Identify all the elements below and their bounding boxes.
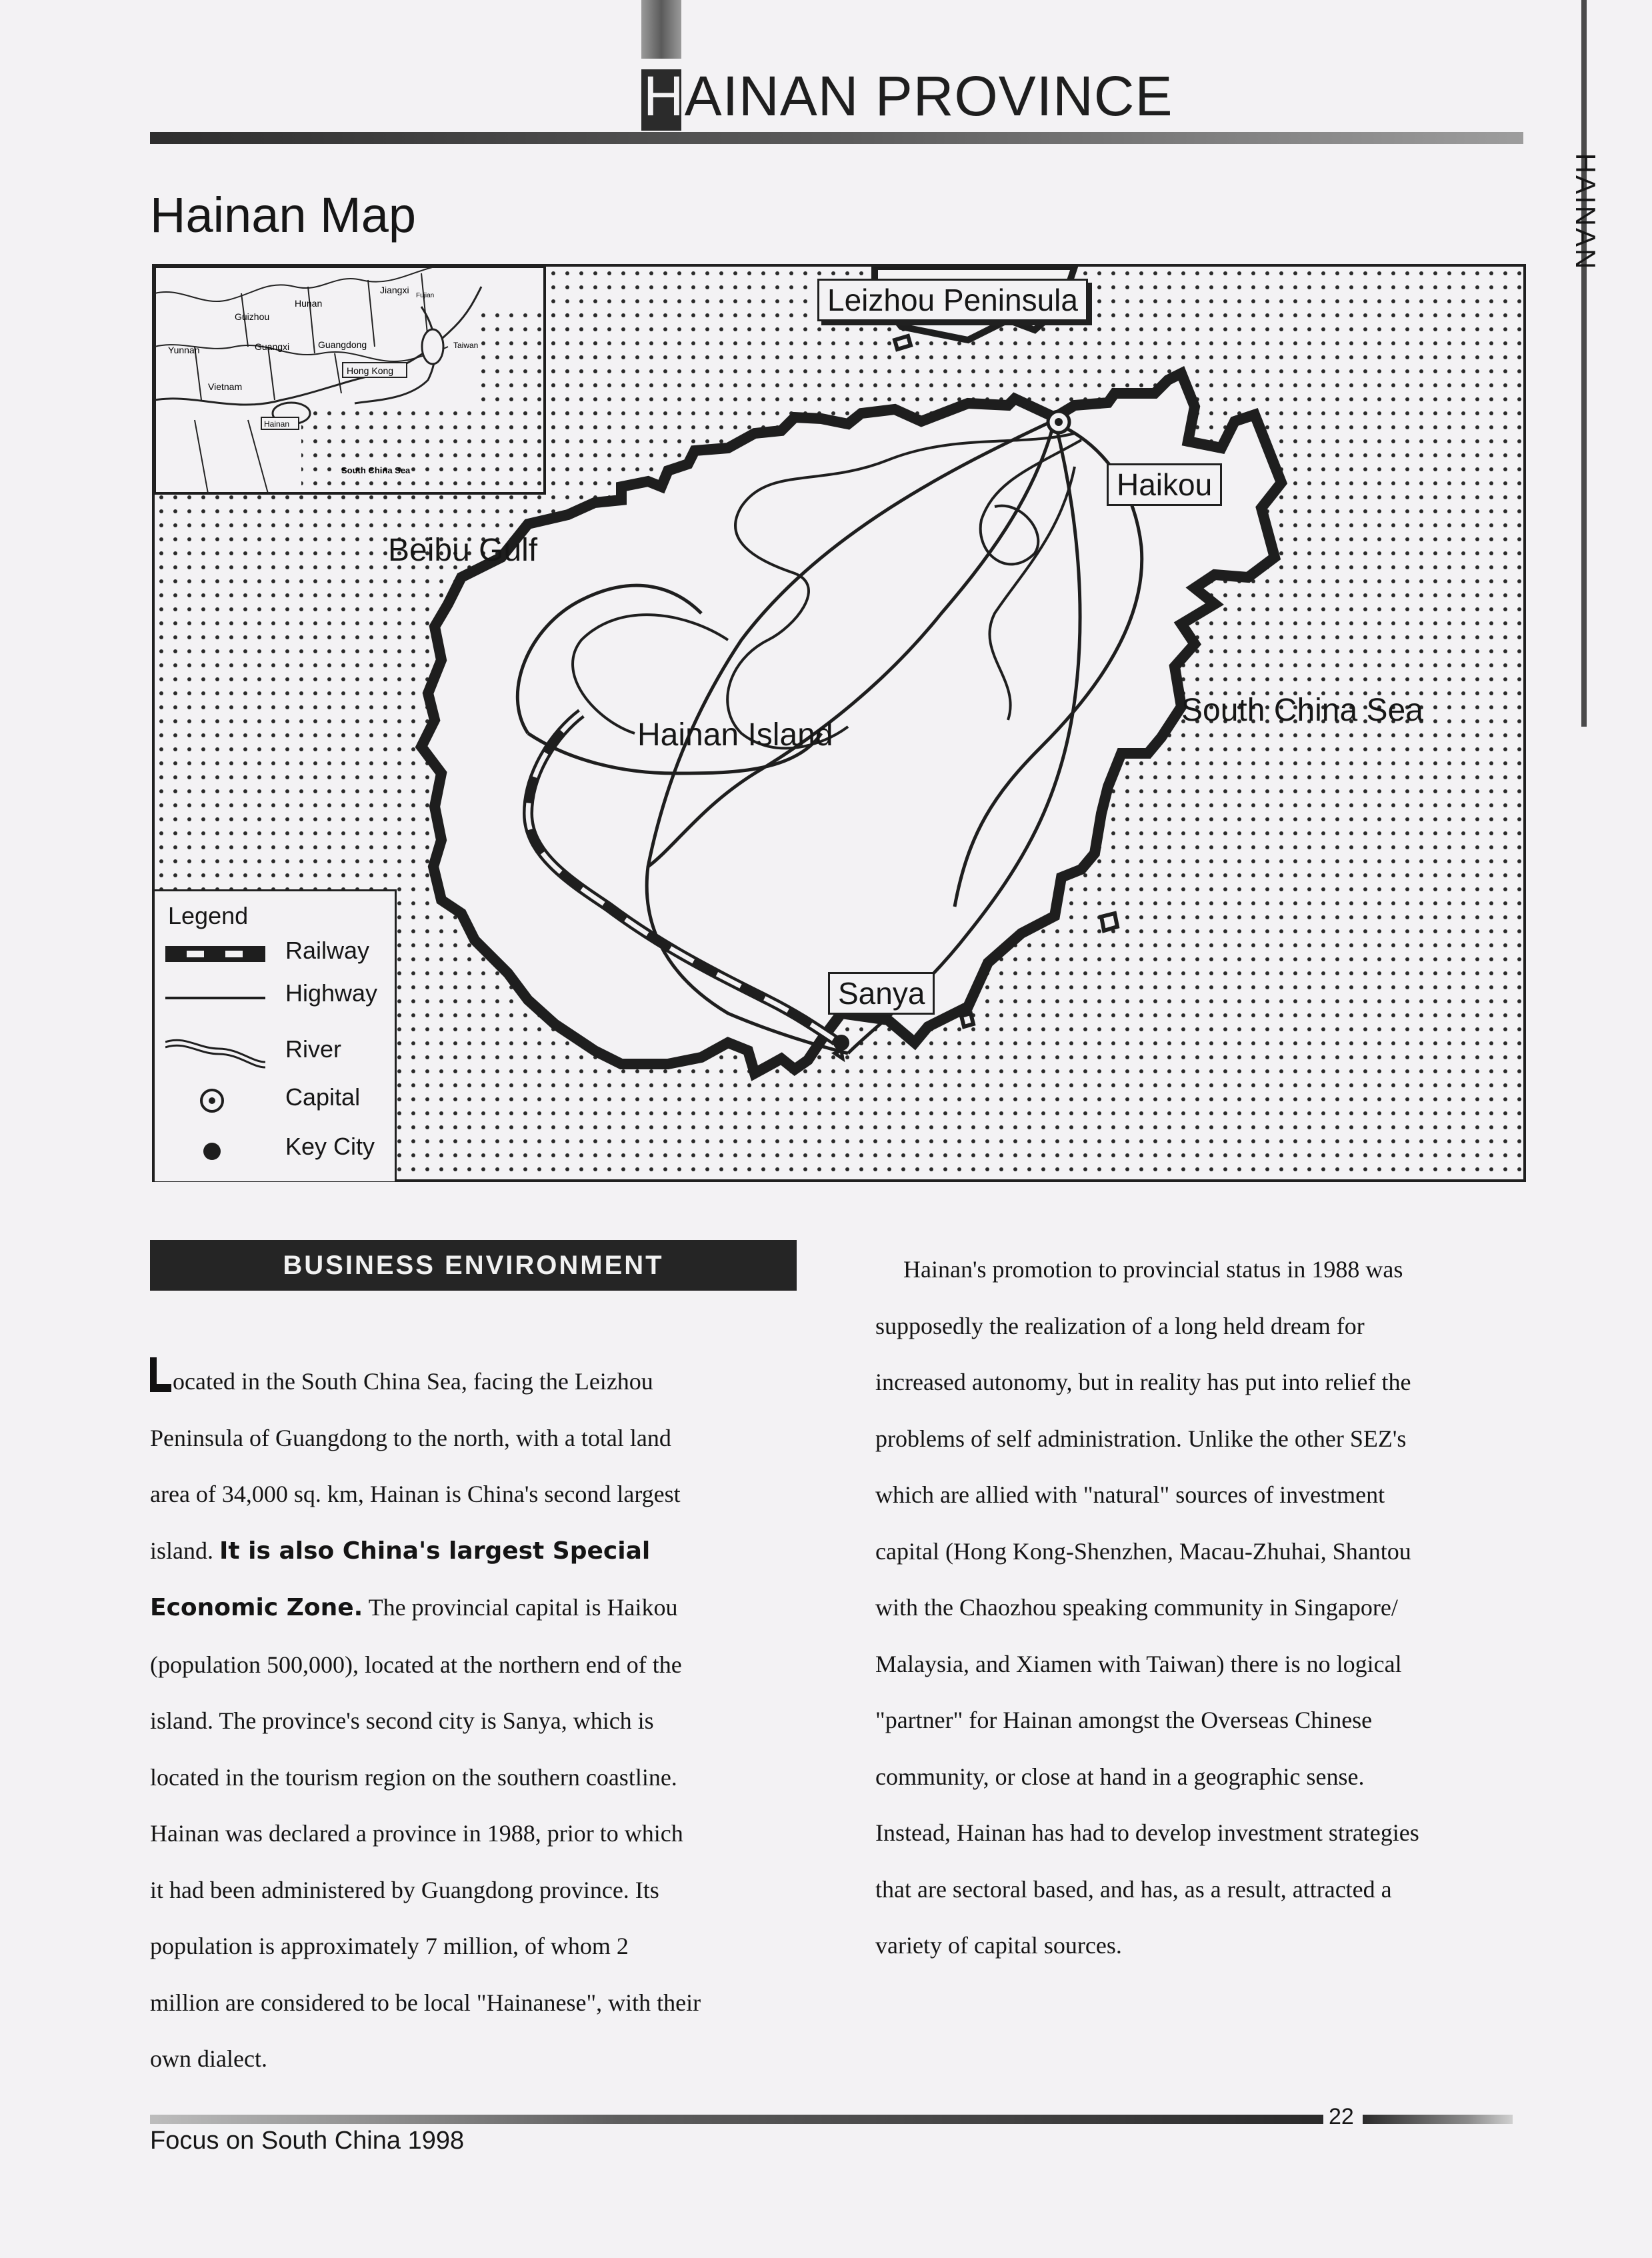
- legend-label-key-city: Key City: [285, 1133, 375, 1160]
- islet: [895, 336, 911, 349]
- inset-label-fujian-small: Fujian: [416, 292, 435, 299]
- key-city-marker: [833, 1035, 849, 1051]
- text-line: that are sectoral based, and has, as a result, attracted a: [875, 1875, 1392, 1903]
- edge-tab-line: [1581, 0, 1587, 727]
- text-line-content: ocated in the South China Sea, facing the Leizhou: [173, 1368, 653, 1395]
- text-line: Malaysia, and Xiamen with Taiwan) there is no logical: [875, 1650, 1402, 1677]
- text-line: island. The province's second city is Sanya, which is: [150, 1707, 654, 1734]
- page-title: [643, 64, 1173, 129]
- page-title-rest: AINAN PROVINCE: [684, 65, 1173, 127]
- map-legend: [155, 889, 397, 1181]
- legend-key-city: [155, 1127, 395, 1174]
- page-number: 22: [1329, 2104, 1354, 2129]
- text-line: (population 500,000), located at the northern end of the: [150, 1651, 682, 1678]
- text-line: supposedly the realization of a long held dream for: [875, 1312, 1365, 1339]
- label-leizhou-peninsula: Leizhou Peninsula: [817, 279, 1088, 321]
- legend-title: Legend: [168, 902, 249, 929]
- hainan-map: [152, 264, 1526, 1182]
- inset-label-yunnan: Yunnan: [168, 345, 200, 355]
- inset-label-scs: South China Sea: [341, 465, 411, 475]
- header-rule: [150, 132, 1523, 144]
- inset-label-guangdong: Guangdong: [318, 339, 367, 350]
- inset-label-hunan: Hunan: [295, 298, 323, 309]
- text-line: Peninsula of Guangdong to the north, with a total land: [150, 1424, 671, 1451]
- label-beibu-gulf: Beibu Gulf: [388, 533, 538, 568]
- legend-highway: [155, 974, 395, 1021]
- legend-river: [155, 1030, 395, 1077]
- text-line: increased autonomy, but in reality has put into relief the: [875, 1369, 1411, 1395]
- legend-label-highway: Highway: [285, 979, 378, 1007]
- highlight-text: Economic Zone.: [150, 1594, 363, 1621]
- text-line: population is approximately 7 million, of whom 2: [150, 1933, 629, 1959]
- text-line: it had been administered by Guangdong province. Its: [150, 1876, 659, 1903]
- legend-label-railway: Railway: [285, 937, 370, 964]
- section-heading: [150, 1240, 797, 1291]
- capital-marker-center: [1055, 418, 1063, 426]
- header-accent-bar: [641, 0, 681, 59]
- text-line: Hainan was declared a province in 1988, prior to which: [150, 1820, 683, 1847]
- text-line: Instead, Hainan has had to develop investment strategies: [875, 1819, 1419, 1846]
- label-hainan-island: Hainan Island: [637, 717, 833, 753]
- river-legend-icon: [165, 1035, 265, 1069]
- legend-capital: [155, 1078, 395, 1125]
- islet: [961, 1013, 973, 1027]
- text-line: with the Chaozhou speaking community in Singapore/: [875, 1594, 1398, 1621]
- inset-label-hainan: Hainan: [264, 419, 290, 429]
- text-line: [150, 1353, 701, 1410]
- label-sanya: Sanya: [828, 972, 935, 1015]
- right-column: [875, 1241, 1419, 1974]
- label-haikou: Haikou: [1107, 463, 1222, 506]
- inset-map: [155, 267, 601, 493]
- edge-tab-label: HAINAN: [1570, 153, 1601, 271]
- legend-railway: [155, 931, 395, 978]
- text-line: problems of self administration. Unlike the other SEZ's: [875, 1425, 1407, 1452]
- page-title-initial: H: [643, 65, 685, 127]
- text-line: capital (Hong Kong-Shenzhen, Macau-Zhuhai, Shantou: [875, 1537, 1411, 1565]
- edge-tab: [1565, 145, 1605, 279]
- text-line: located in the tourism region on the southern coastline.: [150, 1763, 677, 1791]
- text-line: area of 34,000 sq. km, Hainan is China's second largest: [150, 1481, 681, 1507]
- legend-label-capital: Capital: [285, 1083, 361, 1111]
- text-line-content: island.: [150, 1537, 213, 1564]
- inset-label-taiwan: Taiwan: [453, 341, 479, 350]
- text-line: own dialect.: [150, 2045, 267, 2072]
- inset-label-guangxi: Guangxi: [255, 341, 290, 352]
- text-line: Hainan's promotion to provincial status in 1988 was: [903, 1256, 1403, 1283]
- islet: [1101, 913, 1117, 931]
- map-title: Hainan Map: [150, 187, 417, 243]
- inset-label-jiangxi: Jiangxi: [380, 285, 409, 295]
- footer-rule-right: [1363, 2115, 1513, 2124]
- highway-legend-icon: [165, 979, 265, 1013]
- text-line: "partner" for Hainan amongst the Overseas Chinese: [875, 1707, 1373, 1733]
- key-city-legend-icon: [165, 1133, 265, 1166]
- highlight-text: It is also China's largest Special: [219, 1537, 651, 1565]
- text-line: [150, 1579, 701, 1637]
- inset-label-guizhou: Guizhou: [235, 311, 270, 322]
- text-line: variety of capital sources.: [875, 1932, 1122, 1959]
- publication-name: Focus on South China 1998: [150, 2127, 465, 2155]
- railway-legend-icon: [165, 937, 265, 970]
- text-line: which are allied with "natural" sources of investment: [875, 1481, 1385, 1508]
- text-line-content: The provincial capital is Haikou: [368, 1594, 678, 1621]
- inset-label-vietnam: Vietnam: [208, 381, 243, 392]
- dropcap-l: [150, 1357, 171, 1392]
- text-line: [150, 1523, 701, 1580]
- inset-label-hongkong: Hong Kong: [347, 365, 394, 376]
- section-heading-text: BUSINESS ENVIRONMENT: [283, 1251, 664, 1280]
- label-south-china-sea: South China Sea: [1181, 693, 1423, 728]
- footer-rule-left: [150, 2115, 1323, 2124]
- left-column: [150, 1353, 701, 2087]
- legend-label-river: River: [285, 1035, 342, 1063]
- capital-legend-icon: [165, 1083, 265, 1117]
- text-line: community, or close at hand in a geographic sense.: [875, 1763, 1365, 1790]
- text-line: million are considered to be local "Hainanese", with their: [150, 1989, 701, 2016]
